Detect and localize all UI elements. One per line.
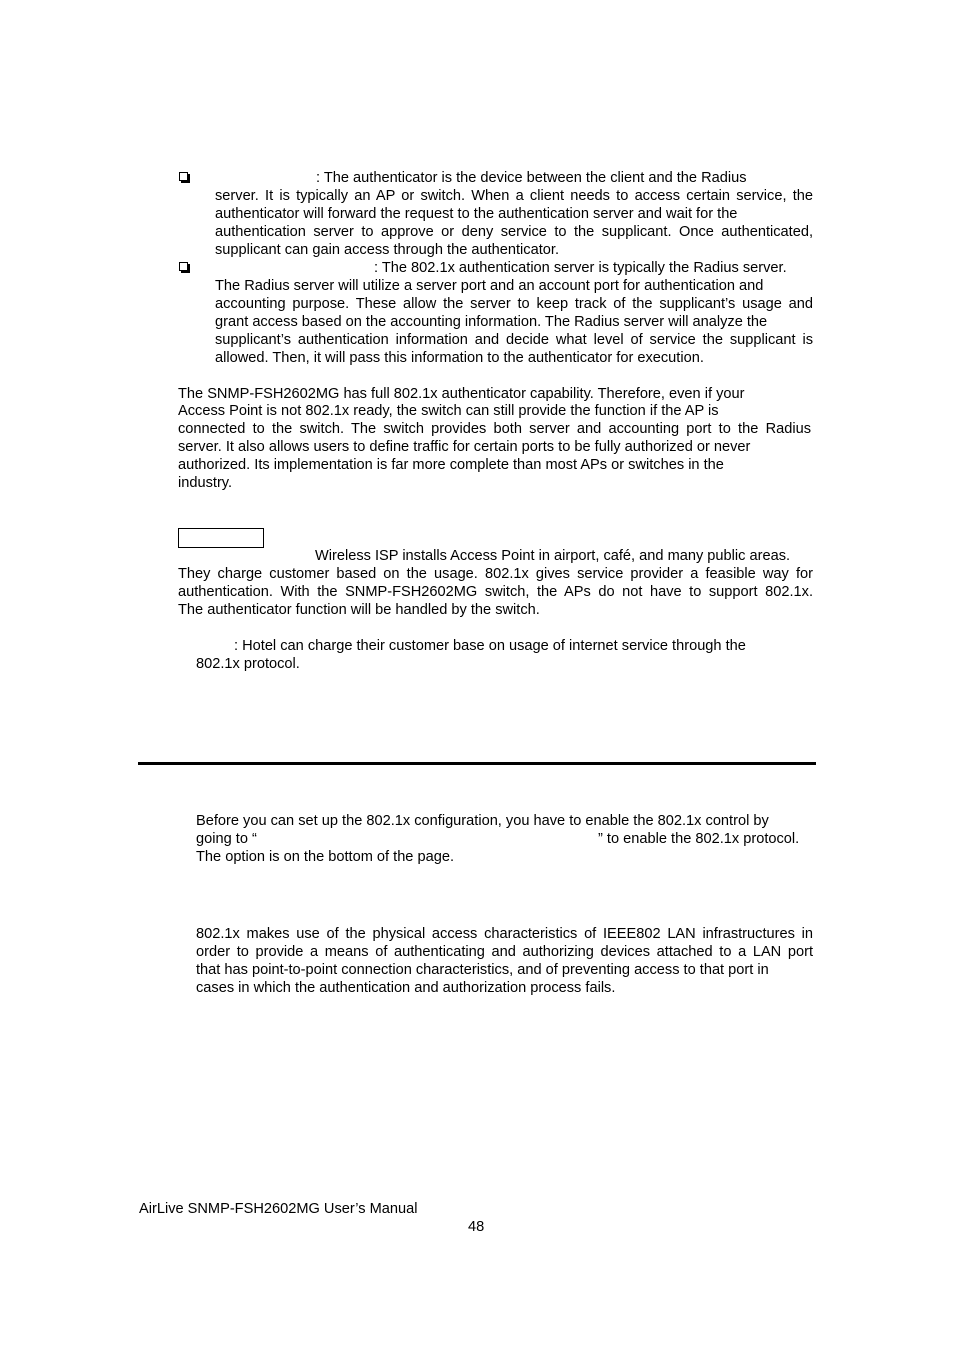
capability-line-4: server. It also allows users to define traffic for certain ports to be fully authorized or never (178, 439, 751, 455)
wisp-line-3: authentication. With the SNMP-FSH2602MG switch, the APs do not have to support 802.1x. (178, 584, 813, 600)
authenticator-line-5: supplicant can gain access through the authenticator. (215, 242, 559, 258)
capability-line-2: Access Point is not 802.1x ready, the switch can still provide the function if the AP is (178, 403, 719, 419)
server-line-2: The Radius server will utilize a server port and an account port for authentication and (215, 278, 764, 294)
setup-line-1: Before you can set up the 802.1x configuration, you have to enable the 802.1x control by (196, 813, 769, 829)
checkbox-bullet-icon (179, 262, 188, 271)
ieee-line-1: 802.1x makes use of the physical access characteristics of IEEE802 LAN infrastructures in (196, 926, 813, 942)
hotel-line-1: : Hotel can charge their customer base on usage of internet service through the (234, 638, 746, 654)
server-line-5: supplicant’s authentication information and decide what level of service the supplicant is (215, 332, 813, 348)
server-line-6: allowed. Then, it will pass this information to the authenticator for execution. (215, 350, 704, 366)
server-line-4: grant access based on the accounting information. The Radius server will analyze the (215, 314, 768, 330)
setup-line-3: The option is on the bottom of the page. (196, 849, 454, 865)
section-divider (138, 762, 816, 765)
setup-line-2a: going to “ (196, 831, 257, 847)
authenticator-line-2: server. It is typically an AP or switch. When a client needs to access certain service, the (215, 188, 813, 204)
ieee-line-4: cases in which the authentication and authorization process fails. (196, 980, 616, 996)
ieee-line-3: that has point-to-point connection characteristics, and of preventing access to that port in (196, 962, 769, 978)
wisp-line-2: They charge customer based on the usage. 802.1x gives service provider a feasible way for (178, 566, 813, 582)
capability-line-6: industry. (178, 475, 233, 491)
footer-manual-title: AirLive SNMP-FSH2602MG User’s Manual (139, 1201, 418, 1217)
authenticator-line-4: authentication server to approve or deny service to the supplicant. Once authenticated, (215, 224, 813, 240)
setup-line-2b: ” to enable the 802.1x protocol. (598, 831, 800, 847)
server-line-1: : The 802.1x authentication server is typically the Radius server. (374, 260, 787, 276)
capability-line-3: connected to the switch. The switch provides both server and accounting port to the Radius (178, 421, 811, 437)
wisp-line-1: Wireless ISP installs Access Point in airport, café, and many public areas. (315, 548, 791, 564)
capability-line-1: The SNMP-FSH2602MG has full 802.1x authenticator capability. Therefore, even if your (178, 386, 745, 402)
heading-box (178, 528, 264, 548)
wisp-line-4: The authenticator function will be handled by the switch. (178, 602, 540, 618)
hotel-line-2: 802.1x protocol. (196, 656, 300, 672)
server-line-3: accounting purpose. These allow the server to keep track of the supplicant’s usage and (215, 296, 813, 312)
ieee-line-2: order to provide a means of authenticating and authorizing devices attached to a LAN port (196, 944, 813, 960)
checkbox-bullet-icon (179, 172, 188, 181)
authenticator-line-1: : The authenticator is the device between the client and the Radius (316, 170, 747, 186)
page-number: 48 (468, 1219, 485, 1235)
authenticator-line-3: authenticator will forward the request to the authentication server and wait for the (215, 206, 738, 222)
capability-line-5: authorized. Its implementation is far more complete than most APs or switches in the (178, 457, 724, 473)
